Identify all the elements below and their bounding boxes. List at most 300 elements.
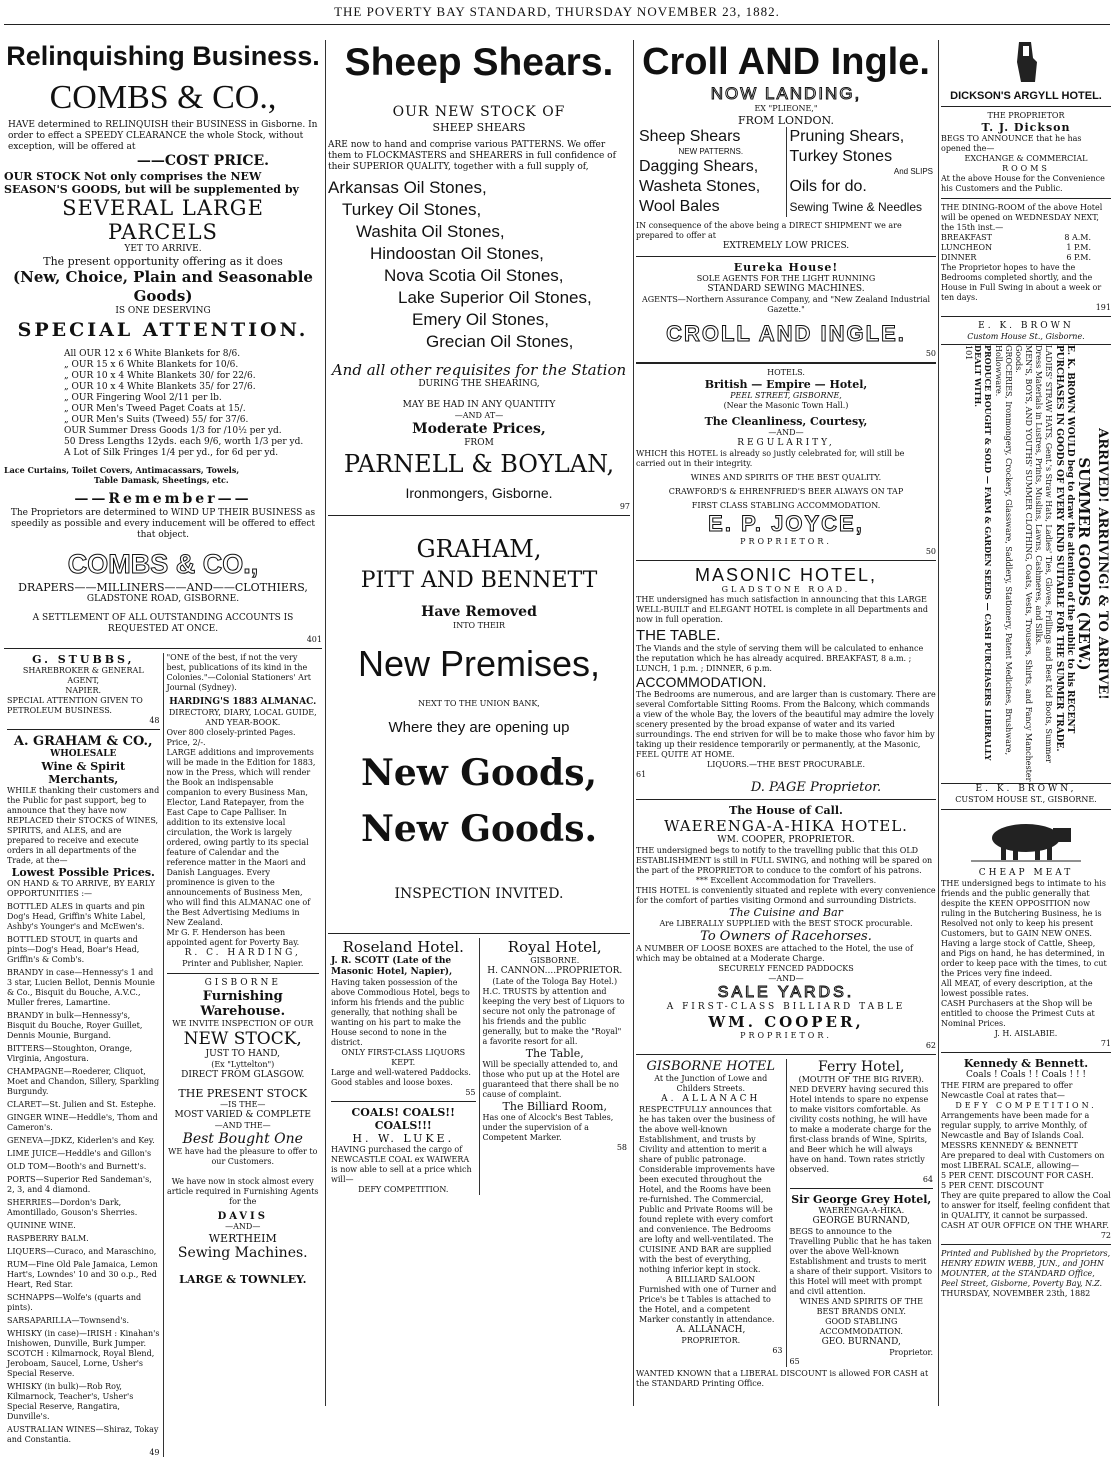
list-item: BRANDY in case—Hennessy's 1 and 3 star, Lucien Bellot, Dennis Mounie & Co., Bisquit du Bouche, A.V.C., Muller freres, Lamartine. — [7, 968, 155, 1007]
ad-headline: ——Remember—— — [74, 491, 252, 507]
ad-text: Proprietor. — [889, 1348, 933, 1357]
list-item: 50 Dress Lengths 12yds. each 9/6, worth 1/3 per yd. — [64, 437, 304, 447]
ad-ref: 58 — [616, 1143, 627, 1152]
ad-text: WE INVITE INSPECTION OF OUR — [172, 1019, 314, 1028]
list-item: BRANDY in bulk—Hennessy's, Bisquit du Bouche, Royer Guillet, Dennis Mounie, Burgand. — [7, 1011, 143, 1040]
firm-name: COMBS & CO., — [49, 79, 277, 116]
divider — [636, 560, 936, 561]
firm-name: E. K. BROWN — [978, 321, 1074, 331]
ad-text: WANTED KNOWN that a LIBERAL DISCOUNT is allowed FOR CASH at the STANDARD Printing Office. — [636, 1369, 929, 1388]
hotel-name: DICKSON'S ARGYLL HOTEL. — [950, 90, 1102, 102]
ad-text: GROCERIES, Ironmongery, Crockery, Glassware, Saddlery, Stationery, Patent Medicines, Brushware, Hollowware. — [994, 345, 1013, 756]
list-item: RASPBERRY BALM. — [7, 1234, 89, 1243]
ad-ref: 101 — [964, 345, 973, 361]
list-item: WHISKY (in bulk)—Rob Roy, Kilmarnock, Teacher's, Usher's Special Reserve, Rangatira, Dunville's. — [7, 1382, 134, 1421]
ad-text: THE undersigned has much satisfaction in announcing that this LARGE WELL-BUILT and ELEGANT HOTEL is complete in all Departments and now in full operation. — [636, 595, 929, 624]
ad-text: STANDARD SEWING MACHINES. — [707, 284, 865, 294]
ad-text: The present opportunity offering as it does — [43, 255, 283, 268]
ad-headline: The Cleanliness, Courtesy, — [704, 415, 868, 428]
ad-text: SPECIAL ATTENTION GIVEN TO PETROLEUM BUSINESS. — [7, 696, 143, 715]
ad-text: ARE now to hand and comprise various PATTERNS. We offer them to FLOCKMASTERS and SHEARERS in full confidence of their SUPERIOR QUALITY, together with a full supply of, — [328, 140, 616, 172]
ad-headline: To Owners of Racehorses. — [700, 929, 872, 944]
two-column-block — [328, 938, 630, 1195]
ad-text: CUSTOM HOUSE ST., GISBORNE. — [955, 795, 1097, 804]
ad-text: DEFY COMPETITION. — [358, 1185, 449, 1194]
ad-text: FROM LONDON. — [738, 114, 834, 127]
divider — [636, 362, 936, 364]
section-label: HOTELS. — [767, 368, 805, 377]
ad-text: (Ex "Lyttelton") — [211, 1060, 275, 1069]
rotated-ad — [941, 345, 1111, 783]
ad-text: A FIRST-CLASS BILLIARD TABLE — [666, 1002, 906, 1012]
ad-text: H. CANNON....PROPRIETOR. — [487, 966, 623, 976]
divider — [328, 933, 630, 934]
firm-name: GRAHAM, — [416, 535, 542, 563]
firm-name: Kennedy & Bennett. — [963, 1057, 1089, 1070]
firm-name: E. P. JOYCE, — [708, 511, 864, 536]
column-rule — [633, 40, 634, 1406]
ad-text: 5 PER CENT. DISCOUNT FOR CASH. — [941, 1171, 1094, 1180]
ad-text: HAVE determined to RELINQUISH their BUSINESS in Gisborne. In order to effect a SPEEDY CLEARANCE the whole Stock, without exception, will be offered at — [8, 120, 318, 152]
ad-text: ROOMS — [1002, 164, 1050, 173]
list-item: OUR Summer Dress Goods 1/3 for /10½ per yd. — [64, 426, 282, 436]
list-item: Sheep Shears — [639, 128, 741, 145]
firm-name: PARNELL & BOYLAN, — [343, 450, 615, 478]
ad-headline: (New, Choice, Plain and Seasonable Goods) — [13, 268, 313, 305]
ad-headline: T. J. Dickson — [981, 121, 1071, 134]
ad-text: The Viands and the style of serving them will be calculated to enhance the reputation which he has already acquired. BREAKFAST, 8 a.m. ; LUNCH, 1 p.m. ; DINNER, 6 p.m. — [636, 644, 924, 673]
ad-text: Printer and Publisher, Napier. — [182, 959, 304, 968]
ad-heading: Sheep Shears. — [344, 41, 614, 84]
ad-headline: The Billiard Room, — [502, 1100, 607, 1113]
price-list — [4, 349, 322, 459]
ad-headline: New Goods. — [360, 808, 598, 850]
list-item: A Lot of Silk Fringes 1/4 per yd., for 6d per yd. — [64, 448, 279, 458]
meal-times — [941, 233, 1111, 263]
ad-text: GISBORNE — [204, 978, 281, 988]
ad-text: PRODUCE BOUGHT & SOLD — FARM & GARDEN SEEDS — CASH PURCHASERS LIBERALLY DEALT WITH. — [973, 345, 993, 761]
ad-text: GEO. BURNAND, — [821, 1337, 901, 1347]
ad-text: SHAREBROKER & GENERAL AGENT, — [22, 666, 144, 685]
ad-text: PROPRIETOR. — [740, 537, 832, 546]
column-1-left — [4, 653, 163, 1457]
ad-ref: 71 — [1100, 1039, 1111, 1048]
firm-name: G. STUBBS, — [32, 653, 135, 666]
list-item: All OUR 12 x 6 White Blankets for 8/6. — [64, 349, 241, 359]
ad-ref: 50 — [925, 349, 936, 358]
roseland-ad — [328, 938, 479, 1195]
ad-text: YET TO ARRIVE. — [124, 244, 202, 254]
ad-text: Considerable improvements have been executed throughout the Hotel, and the Rooms have been re-furnished. The Commercial, Public and Private Rooms will be found replete with every comfort and convenience. The Bedrooms are lofty and well-ventilated. The CUISINE AND BAR are supplied with the best of everything, nothing inferior kept in stock. — [639, 1165, 775, 1274]
bull-icon — [971, 814, 1081, 864]
list-item: Dagging Shears, — [639, 158, 759, 175]
masthead: THE POVERTY BAY STANDARD, THURSDAY NOVEMBER 23, 1882. — [334, 4, 780, 19]
ad-text: WAERENGA-A-HIKA. — [818, 1206, 905, 1215]
ad-text: INTO THEIR — [453, 621, 505, 630]
ad-headline: WERTHEIM — [208, 1232, 277, 1245]
ad-ref: 97 — [619, 502, 630, 511]
meal-row — [941, 233, 1111, 243]
ad-text: PROPRIETOR. — [740, 1031, 832, 1040]
ad-text: CASH AT OUR OFFICE ON THE WHARF. — [941, 1221, 1109, 1230]
ad-text: Custom House St., Gisborne. — [967, 332, 1085, 341]
ad-headline: Moderate Prices, — [412, 421, 546, 437]
ad-text: H. W. LUKE. — [352, 1132, 455, 1145]
ad-text: SECURELY FENCED PADDOCKS — [718, 964, 854, 973]
goods-right — [786, 127, 937, 217]
divider — [941, 106, 1111, 107]
ad-text: A BILLIARD SALOON — [666, 1275, 756, 1284]
ad-headline: ARRIVED! ARRIVING! & TO ARRIVE! — [1095, 428, 1110, 700]
ad-text: ON HAND & TO ARRIVE, BY EARLY OPPORTUNITIES :— — [7, 879, 155, 898]
imprint: Printed and Published by the Proprietors, HENRY EDWIN WEBB, JUN., and JOHN MOUNTER, at the STANDARD Office, Peel Street, Gisborne, Poverty Bay, N.Z. — [941, 1249, 1111, 1288]
ad-headline: New Goods, — [360, 752, 598, 794]
ad-headline: ACCOMMODATION. — [636, 674, 767, 690]
ad-text: LARGE additions and improvements will be made in the Edition for 1883, now in the Press, which will render the Book an indispensable companion to every Business Man, Elector, Land Ratepayer, from the East Cape to Cape Palliser. In addition to its extensive local circulation, the Work is largely ordered, owing partly to its special feature of Calendar and the reference matter in the Maori and Danish Languages. Every prominence is given to the announcements of Business Men, who will find this ALMANAC one of the Best Advertising Mediums in New Zealand. — [166, 748, 316, 927]
firm-name: COMBS & CO., — [67, 549, 259, 579]
ad-text: J. R. SCOTT (Late of the Masonic Hotel, Napier), — [331, 956, 453, 977]
ad-text: WINES AND SPIRITS OF THE BEST BRANDS ONLY. — [799, 1297, 923, 1316]
ad-text: OUR NEW STOCK OF — [392, 104, 566, 120]
ad-ref: 49 — [149, 1448, 160, 1457]
ad-text: —AND— — [768, 428, 804, 437]
ad-text: We have now in stock almost every article required in Furnishing Agents for the — [166, 1177, 319, 1206]
ad-text: Large and well-watered Paddocks. Good stables and loose boxes. — [331, 1068, 471, 1087]
firm-name: WM. COOPER, — [708, 1013, 864, 1031]
ad-text: EXTREMELY LOW PRICES. — [722, 241, 850, 251]
gisborne-hotel-ad — [636, 1059, 786, 1367]
ad-text: CRAWFORD'S & EHRENFRIED'S BEER ALWAYS ON TAP — [668, 487, 904, 496]
firm-name: CROLL AND INGLE. — [666, 321, 906, 346]
list-item: AUSTRALIAN WINES—Shiraz, Tokay and Constantia. — [7, 1425, 159, 1444]
two-column-block — [636, 1059, 936, 1367]
ad-text: THE PROPRIETOR — [987, 111, 1065, 120]
royal-ad — [479, 938, 631, 1195]
list-item: OLD TOM—Booth's and Burnett's. — [7, 1162, 147, 1171]
ad-text: MESSRS KENNEDY & BENNETT — [941, 1141, 1078, 1150]
ad-text: EXCHANGE & COMMERCIAL — [964, 154, 1088, 163]
column-3 — [636, 40, 936, 1406]
hotel-name: British — Empire — Hotel, — [704, 378, 868, 391]
ad-headline: INSPECTION INVITED. — [394, 886, 564, 902]
ad-text: Mr G. F. Henderson has been appointed agent for Poverty Bay. — [166, 928, 300, 947]
ad-text: AGENTS—Northern Assurance Company, and "New Zealand Industrial Gazette." — [641, 295, 931, 314]
list-item: LIME JUICE—Heddle's and Gillon's — [7, 1149, 152, 1158]
list-item: GINGER WINE—Heddle's, Thom and Cameron's. — [7, 1113, 158, 1132]
ad-text: DIRECTORY, DIARY, LOCAL GUIDE, AND YEAR-BOOK. — [168, 708, 317, 727]
ad-text: H.C. TRUSTS by attention and keeping the very best of Liquors to secure not only the patronage of his friends and the public generally, but to make the "Royal" a favorite resort for all. — [482, 987, 625, 1046]
ad-ref: 48 — [149, 716, 160, 725]
ad-headline: Coals ! Coals ! ! Coals ! ! ! — [965, 1070, 1087, 1080]
ad-ref: 191 — [1095, 303, 1111, 312]
ad-text: WHOLESALE — [50, 749, 117, 759]
ad-text: Ironmongers, Gisborne. — [405, 485, 553, 501]
ad-text: All MEAT, of every description, at the lowest possible rates. — [941, 979, 1093, 998]
ad-headline: DAVIS — [217, 1211, 268, 1222]
list-item: „ OUR Fingering Wool 2/11 per lb. — [64, 393, 222, 403]
ad-ref: 63 — [772, 1346, 783, 1355]
ad-text: THE FIRM are prepared to offer Newcastle Coal at rates that— — [941, 1081, 1073, 1100]
list-item: LIQUERS—Curaco, and Maraschino, — [7, 1247, 157, 1256]
ad-text: PROPRIETOR. — [681, 1336, 741, 1345]
ad-text: REGULARITY, — [737, 438, 835, 448]
ad-text: R. C. HARDING, — [184, 948, 301, 958]
divider — [636, 799, 936, 800]
wine-list — [7, 902, 160, 1445]
ad-headline: SEVERAL LARGE PARCELS — [62, 196, 264, 244]
ad-text: J. H. AISLABIE. — [994, 1029, 1058, 1038]
ad-text: THE undersigned begs to intimate to his friends and the public generally that despite the KEEN OPPOSITION now ruling in the Butchering Business, he is Resolved not only to keep his present Customers, but to GAIN NEW ONES. — [941, 879, 1106, 938]
list-item: Arkansas Oil Stones, — [328, 178, 487, 197]
divider — [328, 515, 630, 516]
ad-text: A. ALLANACH — [661, 1094, 761, 1104]
ad-text: GLADSTONE ROAD, GISBORNE. — [86, 594, 240, 604]
divider — [636, 1054, 936, 1055]
meal-row — [941, 243, 1111, 253]
masthead-rule — [4, 24, 1110, 25]
list-item: Lake Superior Oil Stones, — [398, 288, 592, 307]
meal-row — [941, 253, 1111, 263]
ad-text: ONLY FIRST-CLASS LIQUORS KEPT. — [341, 1048, 466, 1067]
ad-text: (Near the Masonic Town Hall.) — [723, 401, 849, 410]
ad-text: 5 PER CENT. DISCOUNT — [941, 1181, 1044, 1190]
imprint-date: THURSDAY, NOVEMBER 23th, 1882 — [941, 1289, 1091, 1298]
ad-headline: SPECIAL ATTENTION. — [17, 319, 309, 341]
list-item: „ OUR Men's Suits (Tweed) 55/ for 37/6. — [64, 415, 249, 425]
ad-headline: HARDING'S 1883 ALMANAC. — [169, 697, 317, 707]
list-item: Wool Bales — [639, 198, 720, 215]
ad-text: HAVING purchased the cargo of NEWCASTLE COAL ex WAIWERA is now able to sell at a price which will— — [331, 1145, 472, 1184]
ad-text: NED DEVERY having secured this Hotel intends to spare no expense to make visitors comfortable. As civility costs nothing, he will have to make a moderate charge for the first-class brands of Wine, Spirits, and Beer which he will always have on hand. Town rates strictly observed. — [789, 1085, 932, 1174]
ad-text: The Proprietor hopes to have the Bedrooms completed shortly, and the House in Full Swing in about a week or ten days. — [941, 263, 1102, 302]
column-2 — [328, 40, 630, 1406]
list-item: BOTTLED ALES in quarts and pin Dog's Head, Griffin's White Label, Ashby's Younger's and McEwen's. — [7, 902, 146, 931]
meal-time: 1 P.M. — [1066, 243, 1091, 252]
ad-ref: 72 — [1100, 1231, 1111, 1240]
divider — [941, 1244, 1111, 1245]
ad-text: Furnished with one of Turner and Price's be t Tables is attached to the Hotel, and a competent Marker constantly in attendance. — [639, 1285, 777, 1324]
ad-text: NAPIER. — [65, 686, 102, 695]
firm-name: E. K. BROWN, — [975, 784, 1077, 794]
ad-text: THIS HOTEL is conveniently situated and replete with every convenience for the comfort of parties visiting Ormond and surrounding Districts. — [636, 886, 936, 905]
meal-name: DINNER — [941, 253, 977, 262]
ad-heading: Croll AND Ingle. — [642, 41, 930, 83]
firm-name: A. GRAHAM & CO., — [13, 734, 153, 749]
column-rule — [938, 40, 939, 1406]
hotel-name: GISBORNE HOTEL — [646, 1059, 775, 1074]
ad-text: PEEL STREET, GISBORNE, — [730, 391, 842, 400]
ad-headline: Furnishing Warehouse. — [200, 989, 286, 1019]
ad-text: *** Excellent Accommodation for Travellers. — [695, 876, 877, 885]
ad-text: Has one of Alcock's Best Tables, under the supervision of a Competent Marker. — [482, 1113, 614, 1142]
list-item: „ OUR 15 x 6 White Blankets for 10/6. — [64, 360, 239, 370]
ad-headline: Best Bought One — [182, 1131, 303, 1147]
list-item: Turkey Oil Stones, — [342, 200, 482, 219]
ad-text: GEORGE BURNAND, — [812, 1216, 910, 1226]
ad-text: Lace Curtains, Toilet Covers, Antimacassars, Towels, — [4, 465, 240, 475]
two-column-block — [4, 653, 322, 1457]
ad-text: DIRECT FROM GLASGOW. — [181, 1070, 305, 1080]
ad-text: A SETTLEMENT OF ALL OUTSTANDING ACCOUNTS IS REQUESTED AT ONCE. — [32, 613, 294, 634]
ad-text: THE PRESENT STOCK — [178, 1087, 308, 1100]
list-item: WHISKY (in case)—IRISH : Kinahan's Inishowen, Dunville, Burk Jumper. SCOTCH : Kilmarnock, Royal Blend, Jeroboam, Saucel, Lorne, Usher's Special Reserve. — [7, 1329, 160, 1378]
list-item: CLARET—St. Julien and St. Estephe. — [7, 1100, 156, 1109]
ad-text: SOLE AGENTS FOR THE LIGHT RUNNING — [696, 274, 876, 283]
ad-ref: 64 — [922, 1175, 933, 1184]
list-item: Sewing Twine & Needles — [789, 200, 923, 214]
ad-text: —AND AT— — [454, 411, 504, 420]
ad-text: E. K. BROWN WOULD beg to draw the attention of the public to his RECENT PURCHASES IN GOODS OF EVERY KIND SUITABLE FOR THE SUMMER TRADE. — [1054, 345, 1075, 752]
list-item: „ OUR Men's Tweed Paget Coats at 15/. — [64, 404, 246, 414]
column-1-right — [163, 653, 323, 1457]
ad-text: NEXT TO THE UNION BANK, — [418, 699, 540, 708]
ferry-hotel-ad — [786, 1059, 937, 1367]
ad-text: Having a large stock of Cattle, Sheep, and Pigs on hand, he has determined, in order to keep pace with the times, to cut the Prices very fine indeed. — [941, 939, 1107, 978]
ad-text: The Bedrooms are numerous, and are larger than is customary. There are several Comfortable Sitting Rooms. From the Balcony, which commands a view of the whole Bay, the lovers of the beautiful may admire the lovely scenery presented by the broad expanse of water and its varied surroundings. The end striven for will be to make those who favor him by taking up their residence temporarily or permanently, at the Masonic, FEEL QUITE AT HOME. — [636, 690, 936, 759]
divider — [331, 1101, 476, 1102]
ad-text: WHILE thanking their customers and the Public for past support, beg to announce that they have now REPLACED their STOCKS of WINES, SPIRITS, and ALES, and are prepared to receive and execute orders in all departments of the Trade, at the— — [7, 786, 160, 865]
ad-text: ——COST PRICE. — [136, 153, 270, 169]
list-item: Turkey Stones — [789, 148, 893, 165]
ad-text: Having taken possession of the above Commodious Hotel, begs to inform his friends and the public generally, that nothing shall be wanting on his part to make the House second to none in the district. — [331, 978, 470, 1047]
list-item: SARSAPARILLA—Townsend's. — [7, 1316, 130, 1325]
list-item: Washita Oil Stones, — [356, 222, 505, 241]
ad-text: Wine & Spirit Merchants, — [41, 760, 126, 786]
ad-text: EX "PLIEONE," — [754, 104, 818, 113]
divider — [941, 316, 1111, 317]
list-item: BITTERS—Stoughton, Orange, Virginia, Angostura. — [7, 1044, 133, 1063]
list-item: QUININE WINE. — [7, 1221, 76, 1230]
ad-text: GISBORNE. — [530, 956, 580, 965]
ad-ref: 61 — [636, 770, 647, 779]
ad-text: THE undersigned begs to notify to the travelling public that this OLD ESTABLISHMENT is still in FULL SWING, and nothing will be spared on the part of the PROPRIETOR to conduce to the comfort of his patrons. — [636, 846, 933, 875]
hotel-name: Ferry Hotel, — [818, 1059, 905, 1075]
ad-text: FIRST CLASS STABLING ACCOMMODATION. — [691, 501, 881, 510]
ad-text: (MOUTH OF THE BIG RIVER). — [798, 1075, 924, 1084]
ad-text: Lowest Possible Prices. — [11, 866, 155, 879]
ad-ref: 65 — [789, 1357, 800, 1366]
ad-headline: The Table, — [525, 1047, 584, 1060]
ad-text: At the Junction of Lowe and Childers Streets. — [654, 1074, 768, 1093]
ad-headline: THE TABLE. — [636, 627, 721, 644]
ad-headline: The Cuisine and Bar — [729, 906, 843, 919]
ad-ref: 50 — [925, 547, 936, 556]
divider — [941, 198, 1111, 199]
meal-time: 8 A.M. — [1064, 233, 1091, 242]
ad-text: IN consequence of the above being a DIRECT SHIPMENT we are prepared to offer at — [636, 221, 902, 240]
ad-headline: Have Removed — [421, 604, 537, 620]
ad-text: And all other requisites for the Station — [331, 361, 627, 379]
list-item: Nova Scotia Oil Stones, — [384, 266, 564, 285]
list-item: Oils for do. — [789, 178, 867, 195]
ad-text: LADIES' STRAW HATS, Gent.'s Straw Hats, Ladies' Ties, Gloves, Frillings and Best Kid Boots, Summer Dress Materials in Lustres, Prints, Muslins, Lawns, Cashmeres, and Silks. — [1034, 345, 1053, 763]
ad-headline: CHEAP MEAT — [978, 868, 1074, 878]
ad-text: Over 800 closely-printed Pages. Price, 2/-. — [166, 728, 296, 747]
hotel-name: Royal Hotel, — [507, 938, 602, 956]
list-item: SHERRIES—Dordon's Dark, Amontillado, Gouson's Sherries. — [7, 1198, 138, 1217]
ad-text: (Late of the Tologa Bay Hotel.) — [492, 977, 618, 986]
ad-ref: 401 — [306, 635, 322, 644]
ad-text: SHEEP SHEARS — [432, 121, 526, 134]
ad-text: MEN'S, BOYS, AND YOUTHS' SUMMER CLOTHING, Coats, Vests, Trousers, Shirts, and Fancy Manchester Goods. — [1014, 345, 1033, 782]
ad-text: WE have had the pleasure to offer to our Customers. — [168, 1147, 318, 1166]
ad-ref: 55 — [465, 1088, 476, 1097]
meal-name: BREAKFAST — [941, 233, 992, 242]
list-item: „ OUR 10 x 4 White Blankets 35/ for 27/6. — [64, 382, 256, 392]
divider — [4, 648, 322, 649]
ad-headline: Sewing Machines. — [177, 1245, 308, 1261]
list-item: And SLIPS — [893, 167, 933, 176]
ad-headline: NOW LANDING, — [710, 84, 862, 103]
ad-text: —AND— — [225, 1222, 261, 1231]
ad-headline: Eureka House! — [733, 261, 839, 274]
ad-text: OUR STOCK Not only comprises the NEW SEASON'S GOODS, but will be supplemented by — [4, 170, 299, 196]
goods-columns — [636, 127, 936, 217]
ad-text: Are prepared to deal with Customers on most LIBERAL SCALE, allowing— — [941, 1151, 1105, 1170]
list-item: Emery Oil Stones, — [412, 310, 549, 329]
ad-text: FROM — [464, 438, 494, 448]
ad-text: THE DINING-ROOM of the above Hotel will be opened on WEDNESDAY NEXT, the 15th inst.— — [941, 203, 1103, 232]
ad-text: Are LIBERALLY SUPPLIED with the BEST STOCK procurable. — [659, 919, 913, 928]
list-item: Pruning Shears, — [789, 128, 905, 145]
ad-text: MOST VARIED & COMPLETE — [174, 1110, 312, 1120]
list-item: Hindoostan Oil Stones, — [370, 244, 544, 263]
list-item: „ OUR 10 x 4 White Blankets 30/ for 22/6. — [64, 371, 256, 381]
ad-heading: Relinquishing Business. — [6, 41, 320, 71]
stone-list — [328, 177, 630, 353]
ad-text: DURING THE SHEARING, — [418, 379, 540, 389]
ad-text: BEGS TO ANNOUNCE that he has opened the— — [941, 134, 1082, 153]
divider — [941, 1052, 1111, 1053]
ad-text: LIQUORS.—THE BEST PROCURABLE. — [706, 760, 866, 769]
ad-text: At the above House for the Convenience his Customers and the Public. — [941, 174, 1105, 193]
ad-text: Where they are opening up — [388, 719, 570, 736]
goods-left — [636, 127, 786, 217]
list-item: Grecian Oil Stones, — [426, 332, 574, 351]
ad-text: —AND THE— — [214, 1121, 271, 1130]
divider — [636, 256, 936, 257]
ad-ref: 62 — [925, 1041, 936, 1050]
ad-text: DRAPERS——MILLINERS——AND——CLOTHIERS, — [18, 581, 308, 594]
ad-text: GOOD STABLING ACCOMMODATION. — [819, 1317, 903, 1336]
ad-text: WM. COOPER, PROPRIETOR. — [717, 835, 855, 845]
meal-name: LUNCHEON — [941, 243, 993, 252]
vertical-ad — [941, 344, 1111, 784]
hotel-name: Sir George Grey Hotel, — [791, 1193, 932, 1206]
ad-text: They are quite prepared to allow the Coal to answer for itself, feeling confident that in QUALITY, it cannot be surpassed. — [941, 1191, 1111, 1220]
ad-text: Table Damask, Sheetings, etc. — [94, 475, 229, 485]
ad-text: MAY BE HAD IN ANY QUANTITY — [402, 400, 556, 410]
ad-text: —IS THE— — [220, 1100, 266, 1109]
list-item: NEW PATTERNS. — [678, 147, 744, 156]
list-item: SCHNAPPS—Wolfe's (quarts and pints). — [7, 1293, 142, 1312]
ad-headline: SUMMER GOODS (NEW.) — [1075, 457, 1093, 671]
hotel-name: MASONIC HOTEL, — [694, 565, 878, 585]
list-item: BOTTLED STOUT, in quarts and pints—Dog's Head, Boar's Head, Griffin's & Comb's. — [7, 935, 140, 964]
ad-text: The Proprietors are determined to WIND UP THEIR BUSINESS as speedily as possible and every inducement will be offered to effect that object. — [10, 508, 316, 540]
list-item: PORTS—Superior Red Sandeman's, 2, 3, and 4 diamond. — [7, 1175, 152, 1194]
ad-headline: NEW STOCK, — [183, 1029, 302, 1049]
ad-headline: SALE YARDS. — [717, 984, 855, 1001]
firm-name: PITT AND BENNETT — [360, 568, 598, 593]
ad-text: Will be specially attended to, and those who put up at the Hotel are guaranteed that there shall be no cause of complaint. — [482, 1060, 620, 1099]
ad-headline: New Premises, — [357, 643, 601, 684]
hotel-name: WAERENGA-A-HIKA HOTEL. — [664, 817, 908, 835]
ad-text: JUST TO HAND, — [205, 1049, 280, 1059]
ad-headline: The House of Call. — [729, 804, 843, 817]
ad-text: A. ALLANACH, — [676, 1325, 746, 1335]
ad-text: CASH Purchasers at the Shop will be entitled to choose the Primest Cuts at Nominal Prices. — [941, 999, 1095, 1028]
